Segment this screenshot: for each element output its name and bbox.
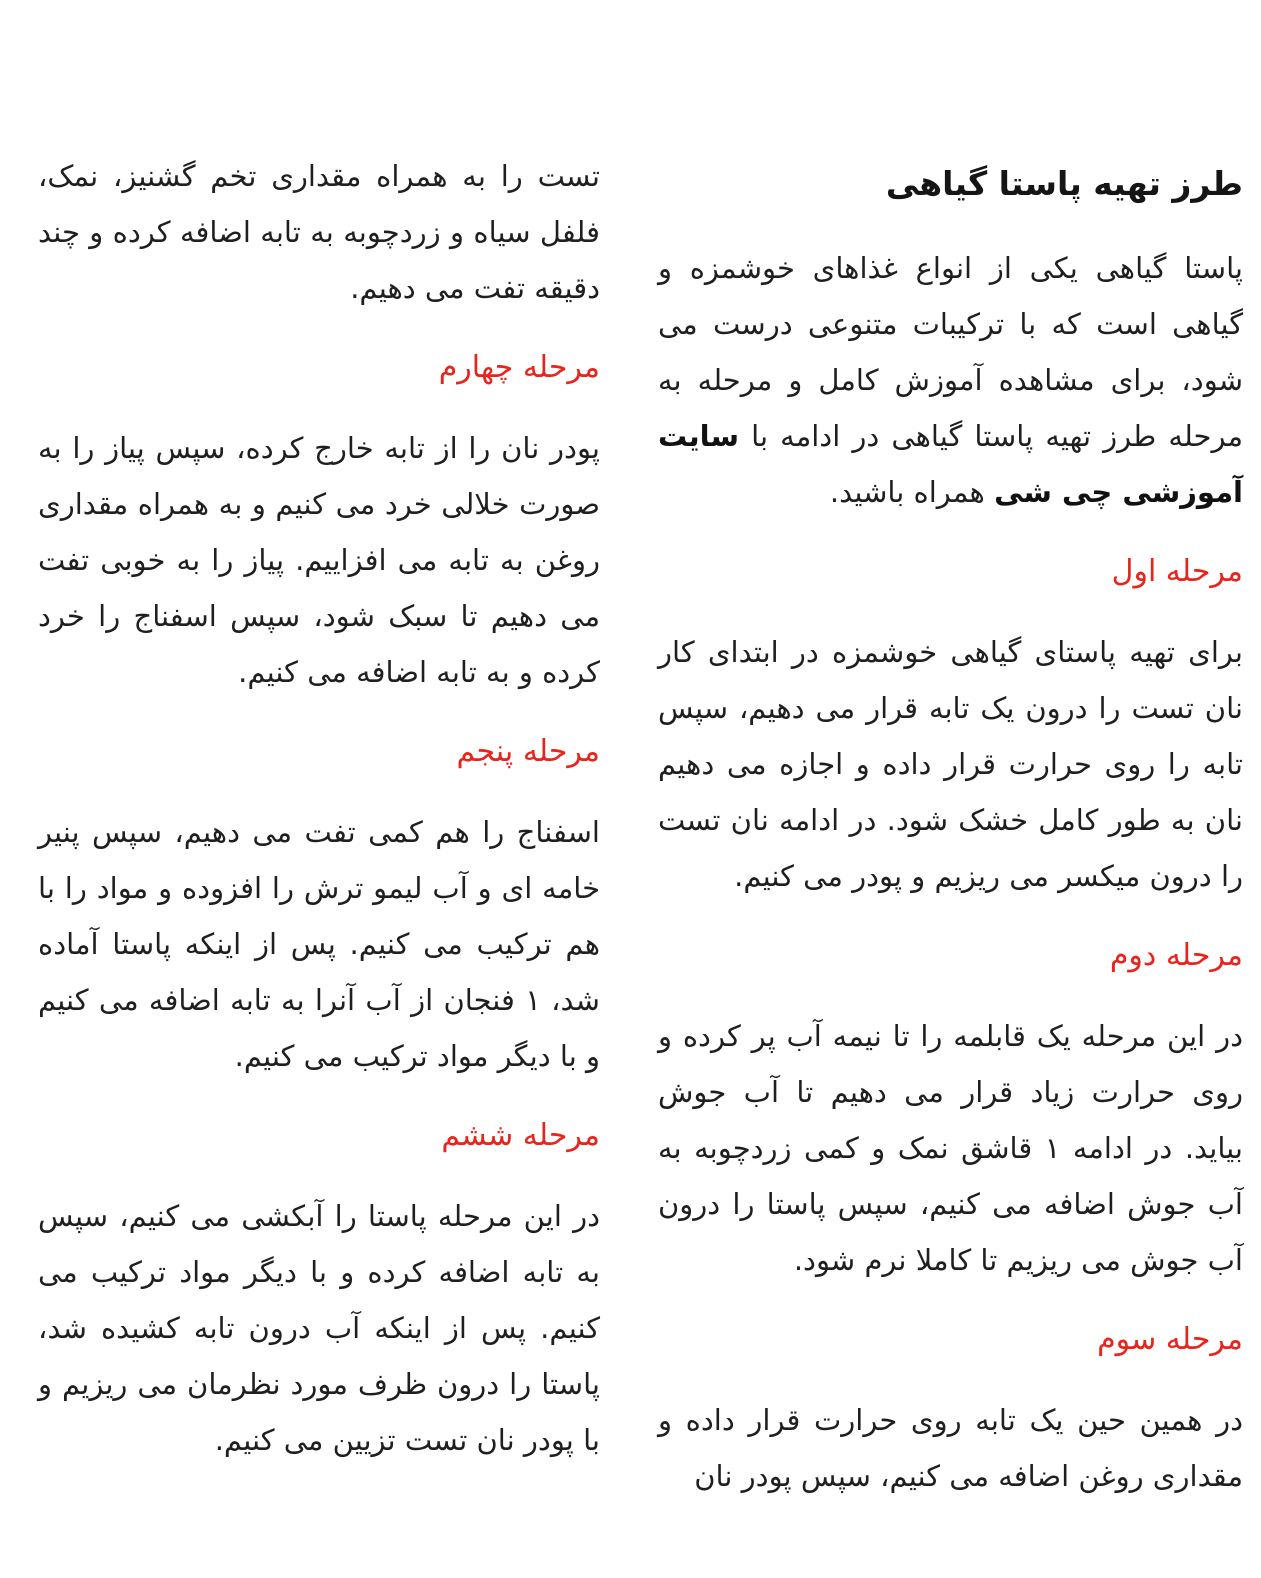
- step-heading-6: مرحله ششم: [441, 1118, 600, 1153]
- intro-paragraph: [658, 240, 1243, 520]
- intro-text-after: همراه باشید.: [829, 475, 995, 509]
- right-column: [658, 158, 1243, 1530]
- step-heading-3: مرحله سوم: [1097, 1322, 1243, 1357]
- site-name-bold: سایت آموزشی چی شی: [658, 419, 1243, 509]
- step-paragraph-3: در همین حین یک تابه روی حرارت قرار داده و مقداری روغن اضافه می کنیم، سپس پودر نان: [658, 1403, 1243, 1493]
- intro-text-before: پاستا گیاهی یکی از انواع غذاهای خوشمزه و گیاهی است که با ترکیبات متنوعی درست می شود، برای مشاهده آموزش کامل و مرحله به مرحله طرز تهیه پاستا گیاهی در ادامه با: [658, 251, 1243, 453]
- step-paragraph-4: پودر نان را از تابه خارج کرده، سپس پیاز را به صورت خلالی خرد می کنیم و به همراه مقداری روغن به تابه می افزاییم. پیاز را به خوبی تفت می دهیم تا سبک شود، سپس اسفناج را خرد کرده و به تابه اضافه می کنیم.: [38, 431, 600, 689]
- step-paragraph-3-continuation: تست را به همراه مقداری تخم گشنیز، نمک، فلفل سیاه و زردچوبه به تابه اضافه کرده و چند دقیقه تفت می دهیم.: [38, 159, 600, 305]
- step-heading-5: مرحله پنجم: [456, 734, 600, 769]
- step-paragraph-6: در این مرحله پاستا را آبکشی می کنیم، سپس به تابه اضافه کرده و با دیگر مواد ترکیب می کنیم. پس از اینکه آب درون تابه کشیده شد، پاستا را درون ظرف مورد نظرمان می ریزیم و با پودر نان تست تزیین می کنیم.: [38, 1199, 600, 1457]
- step-paragraph-5: اسفناج را هم کمی تفت می دهیم، سپس پنیر خامه ای و آب لیمو ترش را افزوده و مواد را با هم ترکیب می کنیم. پس از اینکه پاستا آماده شد، ۱ فنجان از آب آنرا به تابه اضافه می کنیم و با دیگر مواد ترکیب می کنیم.: [38, 815, 600, 1073]
- step-heading-4: مرحله چهارم: [438, 350, 600, 385]
- step-heading-1: مرحله اول: [1111, 554, 1243, 589]
- step-paragraph-1: برای تهیه پاستای گیاهی خوشمزه در ابتدای کار نان تست را درون یک تابه قرار می دهیم، سپس تابه را روی حرارت قرار داده و اجازه می دهیم نان به طور کامل خشک شود. در ادامه نان تست را درون میکسر می ریزیم و پودر می کنیم.: [658, 635, 1243, 893]
- left-column: [38, 148, 600, 1494]
- step-heading-2: مرحله دوم: [1109, 938, 1243, 973]
- article-title: طرز تهیه پاستا گیاهی: [885, 164, 1243, 203]
- step-paragraph-2: در این مرحله یک قابلمه را تا نیمه آب پر کرده و روی حرارت زیاد قرار می دهیم تا آب جوش بیاید. در ادامه ۱ قاشق نمک و کمی زردچوبه به آب جوش اضافه می کنیم، سپس پاستا را درون آب جوش می ریزیم تا کاملا نرم شود.: [658, 1019, 1243, 1277]
